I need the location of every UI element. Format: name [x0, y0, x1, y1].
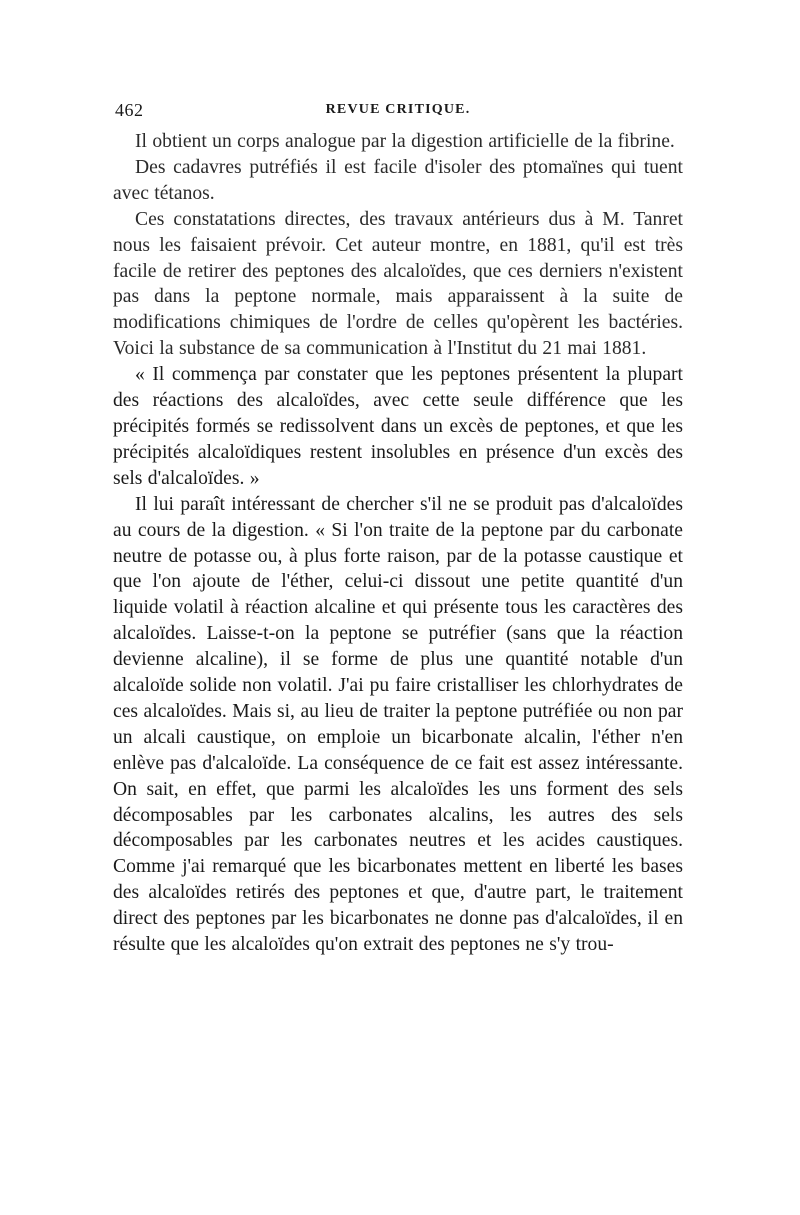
paragraph-1: Il obtient un corps analogue par la digestion artificielle de la fibrine.	[135, 131, 675, 152]
paragraph-5: Il lui paraît intéressant de chercher s'il ne se produit pas d'alcaloïdes au cours de la digestion. « Si l'on traite de la peptone par du carbonate neutre de potasse ou, à plus forte raison, par de la potasse caustique et que l'on ajoute de l'éther, celui-ci dissout une petite quantité d'un liquide volatil à réaction alcaline et qui présente tous les caractères des alcaloïdes. Laisse-t-on la peptone se putréfier (sans que la réaction devienne alcaline), il se forme de plus une quantité notable d'un alcaloïde solide non volatil. J'ai pu faire cristalliser les chlorhydrates de ces alcaloïdes. Mais si, au lieu de traiter la peptone putréfiée ou non par un alcali caustique, on emploie un bicarbonate alcalin, l'éther n'en enlève pas d'alcaloïde. La conséquence de ce fait est assez intéressante. On sait, en effet, que parmi les alcaloïdes les uns forment des sels décomposables par les carbonates alcalins, les autres des sels décomposables par les carbonates neutres et les acides caustiques. Comme j'ai remarqué que les bicarbonates mettent en liberté les bases des alcaloïdes retirés des peptones et que, d'autre part, le traitement direct des peptones par les bicarbonates ne donne pas d'alcaloïdes, il en résulte que les alcaloïdes qu'on extrait des peptones ne s'y trou-	[113, 493, 683, 956]
journal-title: REVUE CRITIQUE.	[325, 102, 471, 117]
page-number: 462	[115, 100, 144, 120]
running-head	[113, 95, 683, 125]
book-page	[113, 95, 683, 958]
body-text	[113, 129, 683, 958]
paragraph-3: Ces constatations directes, des travaux antérieurs dus à M. Tanret nous les faisaient prévoir. Cet auteur montre, en 1881, qu'il est très facile de retirer des peptones des alcaloïdes, que ces derniers n'existent pas dans la peptone normale, mais apparaissent à la suite de modifications chimiques de l'ordre de celles qu'opèrent les bactéries. Voici la substance de sa communication à l'Institut du 21 mai 1881.	[113, 208, 683, 360]
paragraph-4: « Il commença par constater que les peptones présentent la plupart des réactions des alcaloïdes, avec cette seule différence que les précipités formés se redissolvent dans un excès de peptones, et que les précipités alcaloïdiques restent insolubles en présence d'un excès des sels d'alcaloïdes. »	[113, 364, 683, 489]
paragraph-2: Des cadavres putréfiés il est facile d'isoler des ptomaïnes qui tuent avec tétanos.	[113, 156, 683, 204]
